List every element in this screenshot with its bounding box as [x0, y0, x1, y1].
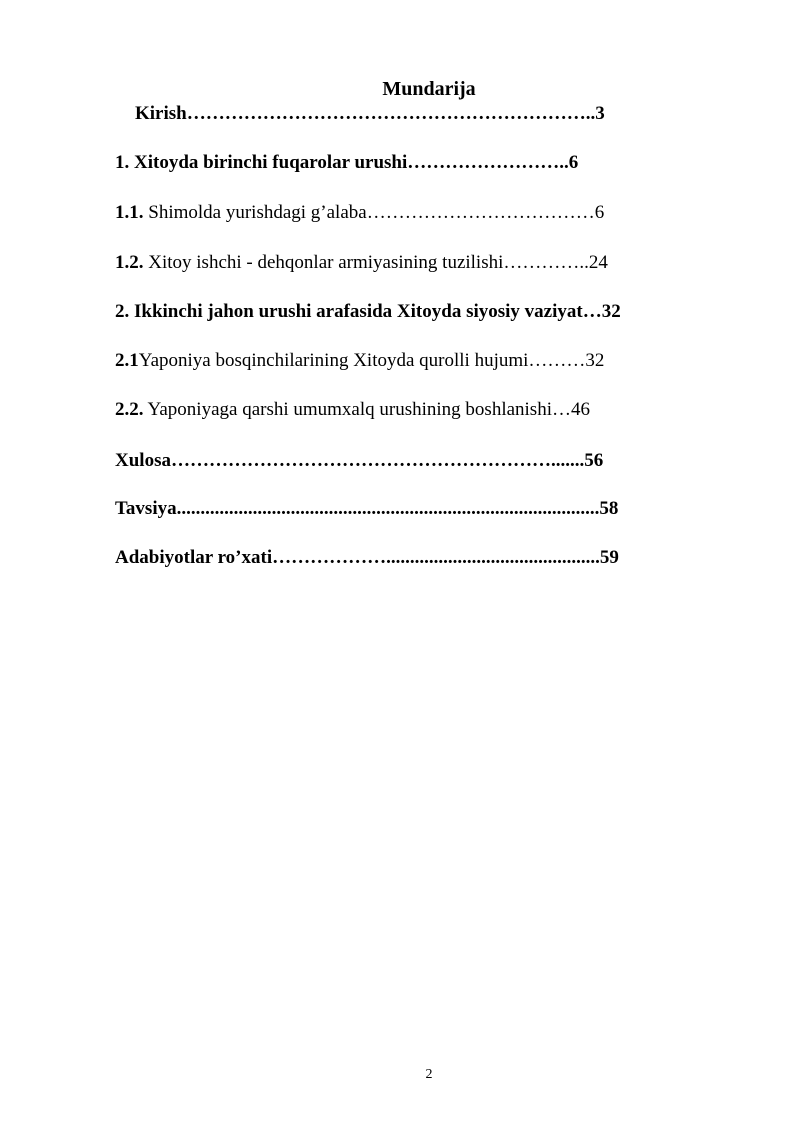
toc-entry-text: Yaponiyaga qarshi umumxalq urushining boshlanishi…46	[143, 399, 590, 420]
toc-entry-text: Yaponiya bosqinchilarining Xitoyda qurolli hujumi………32	[138, 350, 605, 371]
page-number: 2	[425, 1067, 433, 1082]
toc-entry-text: Tavsiya.........................................................................................58	[115, 498, 619, 519]
toc-entry-section-1	[115, 151, 578, 175]
toc-entry-number: 1.1.	[115, 202, 144, 223]
toc-entry-text: Xulosa…………………………………………………….......56	[115, 450, 604, 471]
toc-entry-section-2-2	[115, 398, 590, 422]
toc-entry-number: 2.1	[115, 350, 139, 371]
toc-entry-number: 1.2.	[115, 252, 144, 273]
toc-entry-adabiyotlar	[115, 546, 619, 570]
page-title: Mundarija	[382, 78, 476, 100]
toc-entry-number: 2.2.	[115, 399, 144, 420]
toc-entry-text: Kirish………………………………………………………..3	[135, 103, 605, 124]
toc-entry-text: 2. Ikkinchi jahon urushi arafasida Xitoyda siyosiy vaziyat…32	[115, 301, 621, 322]
toc-entry-text: Xitoy ishchi - dehqonlar armiyasining tuzilishi…………..24	[143, 252, 608, 273]
toc-entry-section-1-2	[115, 251, 608, 275]
toc-entry-section-2	[115, 300, 621, 324]
toc-entry-kirish	[135, 102, 605, 126]
toc-entry-text: Shimolda yurishdagi g’alaba………………………………6	[143, 202, 605, 223]
toc-entry-section-2-1	[115, 349, 604, 373]
toc-entry-section-1-1	[115, 201, 604, 225]
toc-entry-tavsiya	[115, 497, 618, 521]
toc-entry-text: Adabiyotlar ro’xati……………….............................................59	[115, 547, 619, 568]
toc-entry-text: 1. Xitoyda birinchi fuqarolar urushi……………………..6	[115, 152, 579, 173]
toc-entry-xulosa	[115, 449, 603, 473]
